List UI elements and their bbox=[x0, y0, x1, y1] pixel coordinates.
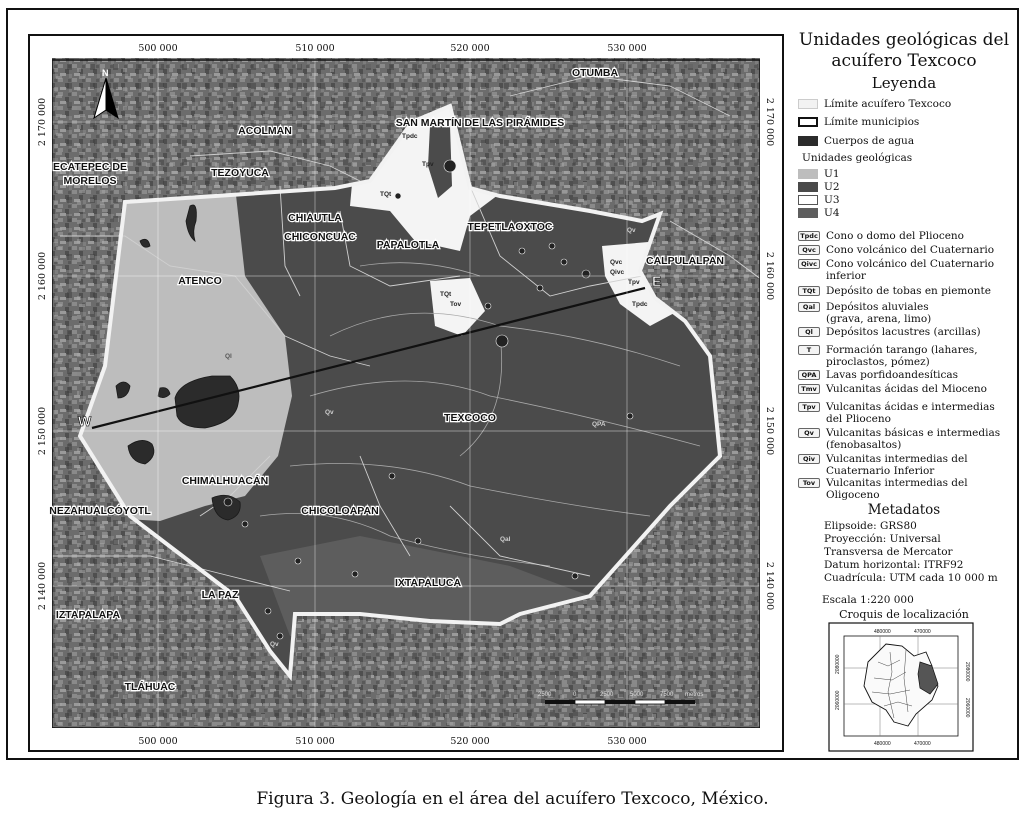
symbol-label: Depósitos lacustres (arcillas) bbox=[826, 326, 981, 338]
inset-tick: 2060000 bbox=[964, 698, 970, 718]
inset-tick: 470000 bbox=[914, 741, 931, 747]
section-w-label: W bbox=[78, 413, 92, 429]
legend-symbol bbox=[798, 344, 986, 368]
symbol-code: T bbox=[798, 345, 820, 355]
legend-symbol bbox=[798, 477, 1006, 501]
legend-water bbox=[798, 135, 914, 147]
inset-tick: 480000 bbox=[874, 629, 891, 635]
symbol-code: Qiv bbox=[798, 454, 820, 464]
unit-label: U3 bbox=[824, 194, 840, 206]
water-swatch bbox=[798, 136, 818, 146]
aquifer-limit-swatch bbox=[798, 99, 818, 109]
metadata-line: Elipsoide: GRS80 bbox=[824, 520, 917, 532]
code-label: Tpdc bbox=[402, 133, 418, 140]
code-label: TQt bbox=[380, 191, 392, 198]
legend-unit-u4 bbox=[798, 207, 840, 219]
legend-symbol bbox=[798, 427, 1006, 451]
coord-bottom-1: 500 000 bbox=[138, 736, 178, 747]
legend-unit-u2 bbox=[798, 181, 840, 193]
place-ecatepec: ECATEPEC DE bbox=[53, 161, 127, 173]
symbol-code: Tov bbox=[798, 478, 820, 488]
code-label: Tpv bbox=[422, 161, 434, 168]
symbol-label: Lavas porfidoandesíticas bbox=[826, 369, 959, 381]
municipal-limit-swatch bbox=[798, 117, 818, 127]
coord-right-3: 2 150 000 bbox=[764, 406, 775, 456]
place-papalotla: PAPALOTLA bbox=[376, 239, 440, 251]
legend-symbol bbox=[798, 285, 1006, 297]
symbol-label: Vulcanitas básicas e intermedias (fenobasaltos) bbox=[826, 427, 1001, 451]
place-chiautla: CHIAUTLA bbox=[288, 212, 342, 224]
place-san-martin: SAN MARTÍN DE LAS PIRÁMIDES bbox=[395, 117, 565, 129]
symbol-label: Vulcanitas ácidas del Mioceno bbox=[826, 383, 987, 395]
symbol-code: Qal bbox=[798, 302, 820, 312]
legend-title: Unidades geológicas del acuífero Texcoco bbox=[798, 30, 1010, 71]
inset-tick: 2080000 bbox=[964, 662, 970, 682]
coord-bottom-3: 520 000 bbox=[450, 736, 490, 747]
symbol-label: Cono o domo del Plioceno bbox=[826, 230, 965, 242]
coord-bottom-4: 530 000 bbox=[607, 736, 647, 747]
inset-tick: 2080000 bbox=[835, 654, 841, 674]
coord-left-2: 2 160 000 bbox=[37, 251, 48, 301]
legend-symbol bbox=[798, 326, 1006, 338]
symbol-label: Depósitos aluviales (grava, arena, limo) bbox=[826, 301, 932, 325]
legend-label: Límite municipios bbox=[824, 116, 920, 128]
coord-left-3: 2 150 000 bbox=[37, 406, 48, 456]
symbol-code: Tpdc bbox=[798, 231, 820, 241]
inset-title: Croquis de localización bbox=[839, 608, 969, 621]
coord-left-4: 2 140 000 bbox=[37, 561, 48, 611]
code-label: Qv bbox=[627, 227, 636, 234]
legend-limit-aquifer bbox=[798, 98, 951, 110]
code-label: TQt bbox=[440, 291, 452, 298]
unit-label: U4 bbox=[824, 207, 840, 219]
code-label: Qv bbox=[325, 409, 334, 416]
place-calpulalpan: CALPULALPAN bbox=[646, 255, 724, 267]
scale-tick-label: 5000 bbox=[630, 692, 644, 698]
place-tlahuac: TLÁHUAC bbox=[124, 681, 176, 693]
metadata-title: Metadatos bbox=[867, 502, 941, 518]
legend-limit-municipal bbox=[798, 116, 919, 128]
code-label: Qivc bbox=[610, 269, 625, 276]
symbol-code: Qv bbox=[798, 428, 820, 438]
legend-subtitle: Leyenda bbox=[871, 74, 937, 92]
map-panel bbox=[28, 34, 784, 752]
place-morelos: MORELOS bbox=[63, 175, 117, 187]
coord-left-1: 2 170 000 bbox=[37, 97, 48, 147]
legend-symbol bbox=[798, 244, 1006, 256]
symbol-label: Vulcanitas intermedias del Cuaternario Inferior bbox=[826, 453, 968, 477]
figure-caption: Figura 3. Geología en el área del acuífero Texcoco, México. bbox=[256, 789, 769, 809]
geologic-map bbox=[30, 36, 782, 750]
scale-tick-label: 0 bbox=[573, 692, 577, 698]
place-chiconcuac: CHICONCUAC bbox=[284, 231, 356, 243]
scale-tick-label: 2500 bbox=[600, 692, 614, 698]
inset-tick: 470000 bbox=[914, 629, 931, 635]
legend-symbol bbox=[798, 369, 1006, 381]
place-la-paz: LA PAZ bbox=[201, 589, 239, 601]
place-texcoco: TEXCOCO bbox=[444, 412, 496, 424]
north-label: N bbox=[102, 68, 109, 78]
section-e-label: E bbox=[652, 273, 662, 289]
legend-unit-u3 bbox=[798, 194, 840, 206]
legend-symbol bbox=[798, 258, 1006, 282]
legend-label: Cuerpos de agua bbox=[824, 135, 915, 147]
metadata-line: Proyección: Universal bbox=[824, 533, 941, 545]
coord-right-2: 2 160 000 bbox=[764, 251, 775, 301]
inset-locator-map bbox=[828, 622, 974, 752]
code-label: Ql bbox=[225, 353, 232, 360]
metadata-line: Transversa de Mercator bbox=[824, 546, 953, 558]
unit-swatch bbox=[798, 169, 818, 179]
coord-top-4: 530 000 bbox=[607, 43, 647, 54]
place-chimalhuacan: CHIMALHUACÁN bbox=[181, 475, 269, 487]
place-iztapalapa: IZTAPALAPA bbox=[55, 609, 121, 621]
symbol-code: Qvc bbox=[798, 245, 820, 255]
place-chicoloapan: CHICOLOAPAN bbox=[301, 505, 379, 517]
coord-right-1: 2 170 000 bbox=[764, 97, 775, 147]
legend-unit-u1 bbox=[798, 168, 840, 180]
legend-symbol bbox=[798, 301, 956, 325]
unit-label: U2 bbox=[824, 181, 840, 193]
scale-tick-label: 2500 bbox=[538, 692, 552, 698]
unit-label: U1 bbox=[824, 168, 840, 180]
symbol-code: QPA bbox=[798, 370, 820, 380]
place-tepetlaoxtoc: TEPETLAOXTOC bbox=[467, 221, 553, 233]
symbol-code: Qivc bbox=[798, 259, 820, 269]
legend-units-heading bbox=[802, 152, 912, 164]
code-label: Qal bbox=[500, 536, 511, 543]
inset-tick: 2060000 bbox=[835, 690, 841, 710]
symbol-code: TQt bbox=[798, 286, 820, 296]
unit-swatch bbox=[798, 208, 818, 218]
legend-symbol bbox=[798, 453, 1006, 477]
code-label: Tov bbox=[450, 301, 462, 308]
figure-frame bbox=[6, 8, 1019, 760]
symbol-label: Cono volcánico del Cuaternario inferior bbox=[826, 258, 995, 282]
coord-bottom-2: 510 000 bbox=[295, 736, 335, 747]
scale-tick-label: metros bbox=[685, 692, 704, 698]
scale-text: Escala 1:220 000 bbox=[822, 594, 914, 606]
symbol-label: Vulcanitas ácidas e intermedias del Plioceno bbox=[826, 401, 995, 425]
unit-swatch bbox=[798, 195, 818, 205]
code-label: Qv bbox=[270, 641, 279, 648]
legend-symbol bbox=[798, 383, 1006, 395]
place-atenco: ATENCO bbox=[178, 275, 222, 287]
scale-tick-label: 7500 bbox=[660, 692, 674, 698]
map-legend bbox=[788, 28, 1020, 764]
symbol-code: Ql bbox=[798, 327, 820, 337]
place-tezoyuca: TEZOYUCA bbox=[211, 167, 269, 179]
symbol-label: Vulcanitas intermedias del Oligoceno bbox=[826, 477, 968, 501]
code-label: Tpdc bbox=[632, 301, 648, 308]
symbol-label: Cono volcánico del Cuaternario bbox=[826, 244, 995, 256]
legend-symbol bbox=[798, 230, 1006, 242]
metadata-line: Datum horizontal: ITRF92 bbox=[824, 559, 964, 571]
legend-label: Límite acuífero Texcoco bbox=[824, 98, 952, 110]
code-label: QPA bbox=[592, 421, 606, 428]
coord-top-1: 500 000 bbox=[138, 43, 178, 54]
symbol-label: Formación tarango (lahares, piroclastos, pómez) bbox=[826, 344, 978, 368]
place-nezahualcoyotl: NEZAHUALCÓYOTL bbox=[49, 505, 151, 517]
place-ixtapaluca: IXTAPALUCA bbox=[394, 577, 462, 589]
symbol-code: Tmv bbox=[798, 384, 820, 394]
legend-symbol bbox=[798, 401, 1006, 425]
coord-right-4: 2 140 000 bbox=[764, 561, 775, 611]
inset-tick: 480000 bbox=[874, 741, 891, 747]
metadata-line: Cuadrícula: UTM cada 10 000 m bbox=[824, 572, 998, 584]
units-heading: Unidades geológicas bbox=[802, 152, 913, 164]
place-otumba: OTUMBA bbox=[571, 67, 619, 79]
code-label: Tpv bbox=[628, 279, 640, 286]
coord-top-3: 520 000 bbox=[450, 43, 490, 54]
place-acolman: ACOLMAN bbox=[238, 125, 292, 137]
unit-swatch bbox=[798, 182, 818, 192]
code-label: Qvc bbox=[610, 259, 623, 266]
symbol-code: Tpv bbox=[798, 402, 820, 412]
symbol-label: Depósito de tobas en piemonte bbox=[826, 285, 991, 297]
coord-top-2: 510 000 bbox=[295, 43, 335, 54]
